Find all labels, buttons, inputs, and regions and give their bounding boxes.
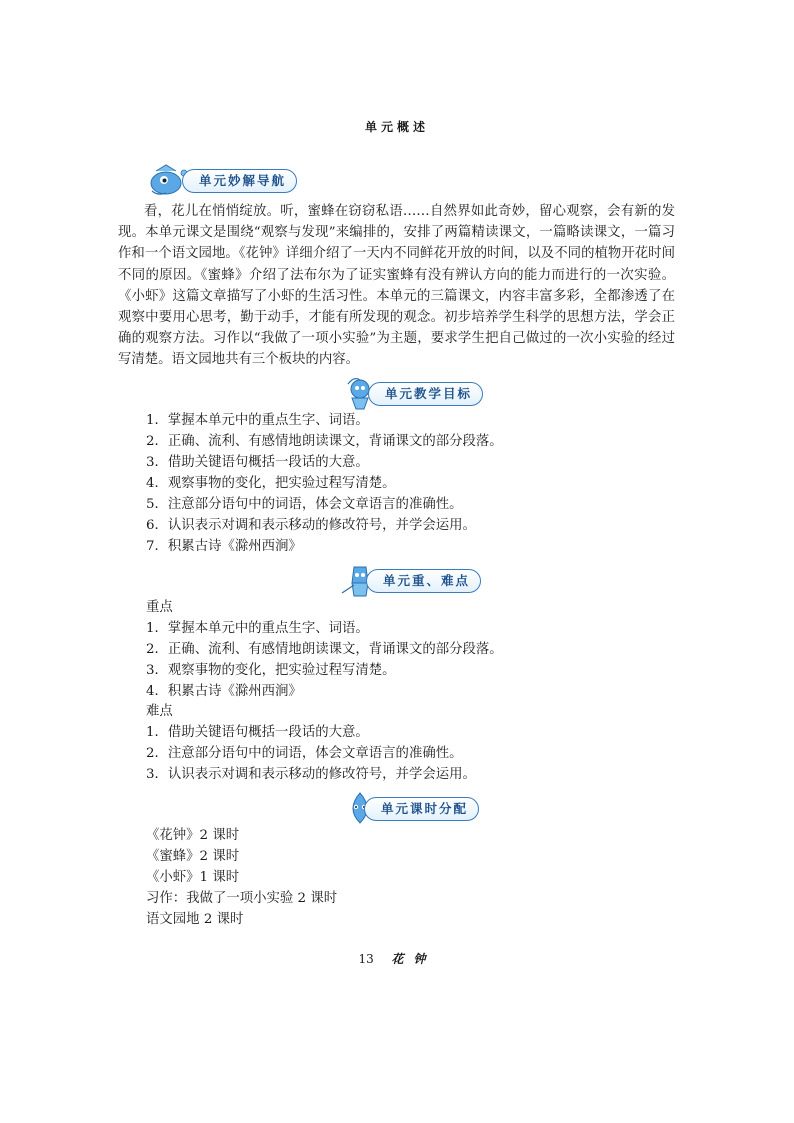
key-item: 4．积累古诗《滁州西涧》 xyxy=(146,684,302,699)
schedule-item: 语文园地 2 课时 xyxy=(146,912,244,927)
difficulty-item: 2．注意部分语句中的词语，体会文章语言的准确性。 xyxy=(146,746,463,761)
goal-item: 7．积累古诗《滁州西涧》 xyxy=(146,539,302,554)
difficulty-item: 1．借助关键语句概括一段话的大意。 xyxy=(146,725,369,740)
goal-item: 2．正确、流利、有感情地朗读课文，背诵课文的部分段落。 xyxy=(146,434,503,449)
goal-item: 3．借助关键语句概括一段话的大意。 xyxy=(146,455,369,470)
section-title: 单元妙解导航 xyxy=(182,169,297,193)
lesson-number: 13 xyxy=(358,952,374,966)
goal-item: 4．观察事物的变化，把实验过程写清楚。 xyxy=(146,476,396,491)
section-title: 单元重、难点 xyxy=(366,569,481,593)
section-banner-goals xyxy=(340,376,500,410)
lesson-title: 花钟 xyxy=(391,952,436,966)
section-title: 单元课时分配 xyxy=(364,797,479,821)
overview-paragraph: 看，花儿在悄悄绽放。听，蜜蜂在窃窃私语……自然界如此奇妙，留心观察，会有新的发现。本单元课文是围绕“观察与发现”来编排的，安排了两篇精读课文，一篇略读课文，一篇习作和一个语文园地。《花钟》详细介绍了一天内不同鲜花开放的时间，以及不同的植物开花时间不同的原因。《蜜蜂》介绍了法布尔为了证实蜜蜂有没有辨认方向的能力而进行的一次实验。《小虾》这篇文章描写了小虾的生活习性。本单元的三篇课文，内容丰富多彩，全都渗透了在观察中要用心思考，勤于动手，才能有所发现的观念。初步培养学生科学的思想方法，学会正确的观察方法。习作以“我做了一项小实验”为主题，要求学生把自己做过的一次小实验的经过写清楚。语文园地共有三个板块的内容。 xyxy=(118,204,675,368)
goal-item: 6．认识表示对调和表示移动的修改符号，并学会运用。 xyxy=(146,518,476,533)
key-label: 重点 xyxy=(146,600,173,615)
schedule-item: 《小虾》1 课时 xyxy=(146,870,240,885)
next-lesson-heading xyxy=(0,950,794,967)
key-item: 1．掌握本单元中的重点生字、词语。 xyxy=(146,621,369,636)
section-title: 单元教学目标 xyxy=(368,382,483,406)
section-banner-guide xyxy=(146,163,306,197)
page-title: 单元概述 xyxy=(364,120,429,134)
schedule-item: 《花钟》2 课时 xyxy=(146,828,240,843)
goal-item: 1．掌握本单元中的重点生字、词语。 xyxy=(146,413,369,428)
difficulty-label: 难点 xyxy=(146,704,173,719)
key-item: 3．观察事物的变化，把实验过程写清楚。 xyxy=(146,663,396,678)
schedule-item: 习作：我做了一项小实验 2 课时 xyxy=(146,891,338,906)
difficulty-item: 3．认识表示对调和表示移动的修改符号，并学会运用。 xyxy=(146,767,476,782)
section-banner-schedule xyxy=(340,791,490,825)
schedule-item: 《蜜蜂》2 课时 xyxy=(146,849,240,864)
goal-item: 5．注意部分语句中的词语，体会文章语言的准确性。 xyxy=(146,497,463,512)
key-item: 2．正确、流利、有感情地朗读课文，背诵课文的部分段落。 xyxy=(146,642,503,657)
section-banner-keypoints xyxy=(340,563,490,597)
